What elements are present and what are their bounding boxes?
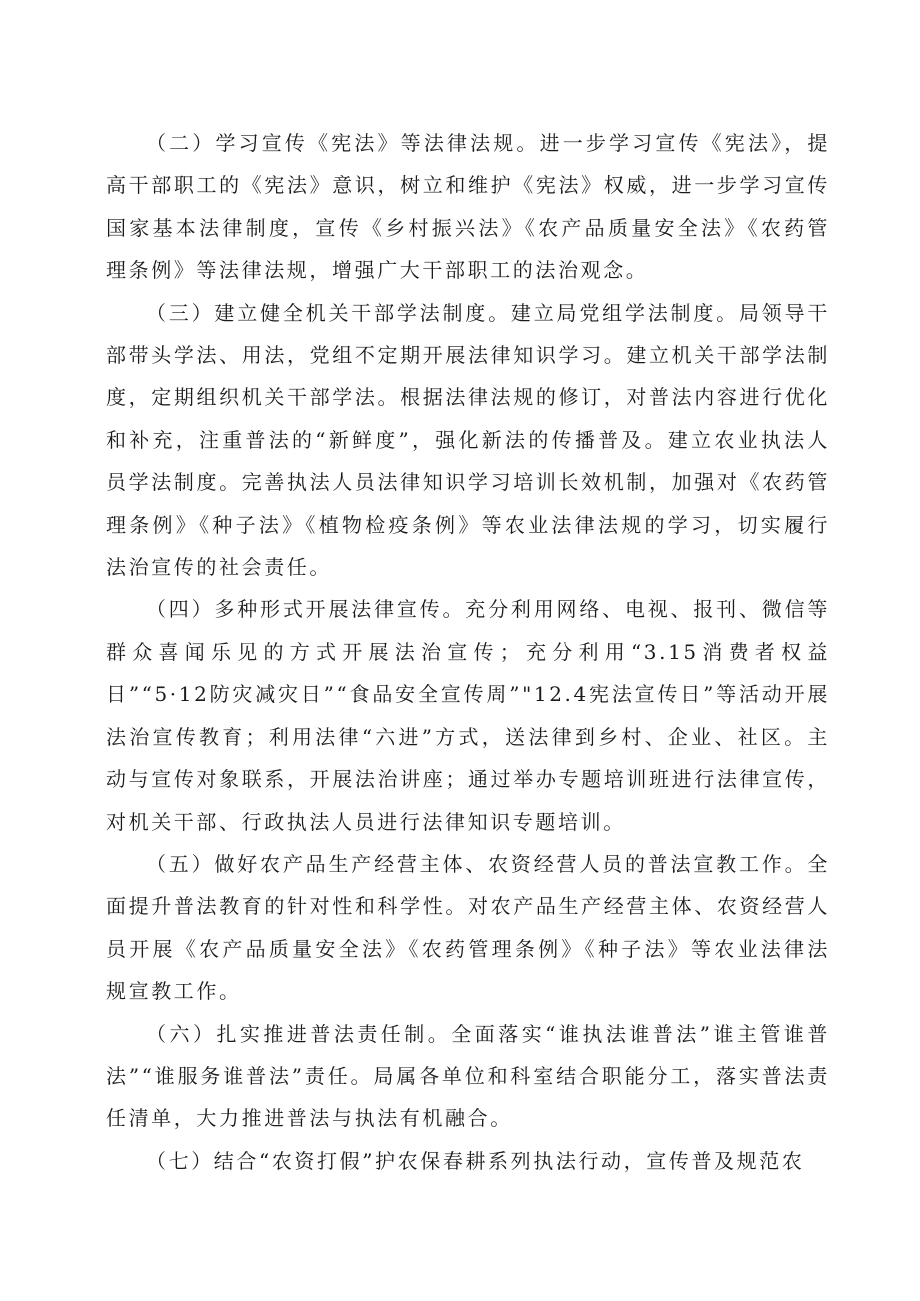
paragraph-3-cadre-study-system: （三）建立健全机关干部学法制度。建立局党组学法制度。局领导干部带头学法、用法，党组不定期开展法律知识学习。建立机关干部学法制度，定期组织机关干部学法。根据法律法规的修订，对普法内容进行优化和补充，注重普法的“新鲜度”，强化新法的传播普及。建立农业执法人员学法制度。完善执法人员法律知识学习培训长效机制，加强对《农药管理条例》《种子法》《植物检疫条例》等农业法律法规的学习，切实履行法治宣传的社会责任。 [106, 300, 830, 580]
paragraph-4-publicity-forms: （四）多种形式开展法律宣传。充分利用网络、电视、报刊、微信等群众喜闻乐见的方式开展法治宣传；充分利用“3.15消费者权益日”“5·12防灾减灾日”“食品安全宣传周”"12.4宪法宣传日”等活动开展法治宣传教育；利用法律“六进”方式，送法律到乡村、企业、社区。主动与宣传对象联系，开展法治讲座；通过举办专题培训班进行法律宣传，对机关干部、行政执法人员进行法律知识专题培训。 [106, 597, 830, 834]
paragraph-6-responsibility-system: （六）扎实推进普法责任制。全面落实“谁执法谁普法”谁主管谁普法”“谁服务谁普法”责任。局属各单位和科室结合职能分工，落实普法责任清单，大力推进普法与执法有机融合。 [106, 1021, 830, 1131]
document-body [106, 122, 830, 1182]
paragraph-7-enforcement-actions: （七）结合“农资打假”护农保春耕系列执法行动，宣传普及规范农 [146, 1148, 805, 1173]
paragraph-2-study-constitution: （二）学习宣传《宪法》等法律法规。进一步学习宣传《宪法》，提高干部职工的《宪法》意识，树立和维护《宪法》权威，进一步学习宣传国家基本法律制度，宣传《乡村振兴法》《农产品质量安全法》《农药管理条例》等法律法规，增强广大干部职工的法治观念。 [106, 131, 830, 283]
paragraph-5-producer-education: （五）做好农产品生产经营主体、农资经营人员的普法宣教工作。全面提升普法教育的针对性和科学性。对农产品生产经营主体、农资经营人员开展《农产品质量安全法》《农药管理条例》《种子法》等农业法律法规宣教工作。 [106, 851, 830, 1004]
